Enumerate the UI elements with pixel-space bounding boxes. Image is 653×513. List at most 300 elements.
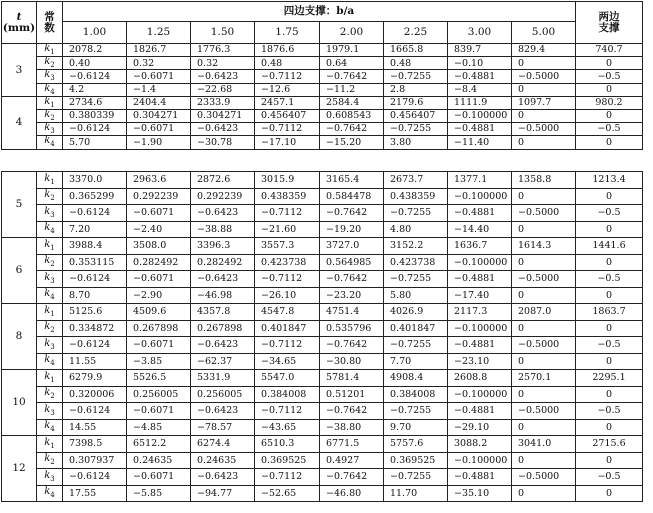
constant-cell [37, 419, 63, 436]
constant-cell [37, 485, 63, 502]
value-cell: 5526.5 [127, 370, 191, 387]
value-cell: 1377.1 [448, 172, 512, 189]
two-edge-value-cell: 0 [576, 109, 643, 122]
table-row [2, 337, 643, 354]
constant-symbol: k [44, 83, 51, 94]
value-cell: −0.6423 [191, 70, 255, 83]
value-cell: 2584.4 [320, 96, 384, 109]
value-cell: 7398.5 [63, 436, 127, 453]
value-cell: −0.5000 [512, 469, 576, 486]
value-cell: 7.20 [63, 221, 127, 238]
constant-subscript: 1 [50, 441, 55, 450]
value-cell: 5331.9 [191, 370, 255, 387]
two-edge-value-cell: 0 [576, 419, 643, 436]
value-cell: −0.7642 [320, 70, 384, 83]
value-cell: 2087.0 [512, 304, 576, 321]
value-cell: 0.423738 [384, 254, 448, 271]
value-cell: −38.80 [320, 419, 384, 436]
value-cell: 6771.5 [320, 436, 384, 453]
constant-cell [37, 287, 63, 304]
table-row [2, 44, 643, 57]
constant-cell [37, 320, 63, 337]
two-edge-value-cell: 0 [576, 353, 643, 370]
value-cell: 0 [512, 485, 576, 502]
value-cell: 2333.9 [191, 96, 255, 109]
ratio-header-cell: 1.50 [191, 22, 255, 44]
value-cell: 839.7 [448, 44, 512, 57]
constant-header-line1: 常 [44, 11, 55, 23]
constant-cell [37, 271, 63, 288]
value-cell: 2404.4 [127, 96, 191, 109]
value-cell: −0.100000 [448, 109, 512, 122]
value-cell: 0 [512, 188, 576, 205]
value-cell: 1111.9 [448, 96, 512, 109]
constant-symbol: k [44, 96, 51, 107]
constant-symbol: k [44, 469, 51, 481]
value-cell: −0.100000 [448, 386, 512, 403]
value-cell: −0.7642 [320, 271, 384, 288]
constant-symbol: k [44, 337, 51, 349]
value-cell: 1636.7 [448, 238, 512, 255]
value-cell: −0.5000 [512, 403, 576, 420]
constant-cell [37, 57, 63, 70]
two-edge-value-cell: 0 [576, 386, 643, 403]
two-edge-value-cell: 0 [576, 188, 643, 205]
constant-subscript: 3 [50, 74, 55, 83]
value-cell: 829.4 [512, 44, 576, 57]
coefficient-table-bottom [1, 171, 643, 502]
value-cell: 11.55 [63, 353, 127, 370]
two-edge-value-cell: −0.5 [576, 403, 643, 420]
two-edge-value-cell: −0.5 [576, 123, 643, 136]
value-cell: 3727.0 [320, 238, 384, 255]
value-cell: −0.6071 [127, 469, 191, 486]
value-cell: −17.10 [255, 136, 320, 149]
constant-cell [37, 353, 63, 370]
constant-subscript: 2 [50, 114, 55, 123]
value-cell: −52.65 [255, 485, 320, 502]
constant-symbol: k [44, 122, 51, 134]
value-cell: 1097.7 [512, 96, 576, 109]
value-cell: 0.32 [127, 57, 191, 70]
constant-symbol: k [44, 43, 51, 55]
constant-subscript: 2 [50, 194, 55, 203]
value-cell: 0.32 [191, 57, 255, 70]
value-cell: 0 [512, 136, 576, 149]
value-cell: 0.438359 [255, 188, 320, 205]
constant-cell [37, 337, 63, 354]
value-cell: 0 [512, 109, 576, 122]
constant-cell [37, 386, 63, 403]
value-cell: −2.90 [127, 287, 191, 304]
constant-cell [37, 254, 63, 271]
value-cell: 4547.8 [255, 304, 320, 321]
value-cell: −0.7112 [255, 205, 320, 222]
constant-symbol: k [44, 436, 51, 448]
value-cell: 0.456407 [384, 109, 448, 122]
table-row [2, 485, 643, 502]
table-row [2, 96, 643, 109]
value-cell: −0.6423 [191, 123, 255, 136]
table-row [2, 188, 643, 205]
value-cell: 2608.8 [448, 370, 512, 387]
value-cell: −0.5000 [512, 205, 576, 222]
value-cell: −11.40 [448, 136, 512, 149]
value-cell: 1979.1 [320, 44, 384, 57]
constant-symbol: k [44, 135, 51, 147]
value-cell: −26.10 [255, 287, 320, 304]
value-cell: −0.7255 [384, 123, 448, 136]
value-cell: 2734.6 [63, 96, 127, 109]
value-cell: 0 [512, 221, 576, 238]
constant-symbol: k [44, 205, 51, 217]
value-cell: 0.401847 [384, 320, 448, 337]
constant-symbol: k [44, 354, 51, 366]
constant-subscript: 4 [50, 140, 55, 149]
value-cell: −29.10 [448, 419, 512, 436]
value-cell: −0.6071 [127, 123, 191, 136]
value-cell: 0.423738 [255, 254, 320, 271]
value-cell: 0.282492 [127, 254, 191, 271]
value-cell: −38.88 [191, 221, 255, 238]
value-cell: −30.78 [191, 136, 255, 149]
value-cell: 14.55 [63, 419, 127, 436]
constant-header-line2: 数 [44, 21, 55, 34]
value-cell: 2872.6 [191, 172, 255, 189]
ratio-header-row [2, 22, 643, 44]
value-cell: −1.90 [127, 136, 191, 149]
value-cell: −0.5000 [512, 70, 576, 83]
value-cell: 2963.6 [127, 172, 191, 189]
constant-symbol: k [44, 271, 51, 283]
value-cell: 4.80 [384, 221, 448, 238]
constant-subscript: 4 [50, 87, 55, 96]
value-cell: 0.267898 [191, 320, 255, 337]
constant-cell [37, 221, 63, 238]
table-row [2, 83, 643, 96]
value-cell: −0.6423 [191, 205, 255, 222]
value-cell: 0.380339 [63, 109, 127, 122]
constant-subscript: 4 [50, 293, 55, 302]
value-cell: −23.10 [448, 353, 512, 370]
value-cell: −0.7642 [320, 337, 384, 354]
constant-symbol: k [44, 69, 51, 81]
value-cell: −43.65 [255, 419, 320, 436]
constant-cell [37, 370, 63, 387]
constant-symbol: k [44, 321, 51, 333]
constant-header [37, 2, 63, 44]
constant-subscript: 1 [50, 243, 55, 252]
constant-symbol: k [44, 387, 51, 399]
constant-subscript: 1 [50, 177, 55, 186]
value-cell: 3041.0 [512, 436, 576, 453]
value-cell: −0.7255 [384, 205, 448, 222]
constant-cell [37, 70, 63, 83]
two-edge-value-cell: 0 [576, 485, 643, 502]
table-row [2, 136, 643, 149]
value-cell: −78.57 [191, 419, 255, 436]
constant-symbol: k [44, 420, 51, 432]
value-cell: −0.100000 [448, 188, 512, 205]
value-cell: −0.4881 [448, 205, 512, 222]
constant-cell [37, 172, 63, 189]
value-cell: −34.65 [255, 353, 320, 370]
value-cell: −0.6124 [63, 123, 127, 136]
ratio-header-cell: 2.00 [320, 22, 384, 44]
ratio-header-cell: 5.00 [512, 22, 576, 44]
value-cell: 0.304271 [127, 109, 191, 122]
two-edge-value-cell: 1213.4 [576, 172, 643, 189]
constant-cell [37, 452, 63, 469]
two-edge-value-cell: 0 [576, 452, 643, 469]
value-cell: 0.256005 [127, 386, 191, 403]
constant-subscript: 1 [50, 309, 55, 318]
value-cell: 4026.9 [384, 304, 448, 321]
value-cell: −0.7255 [384, 469, 448, 486]
constant-cell [37, 136, 63, 149]
two-edge-value-cell: 0 [576, 83, 643, 96]
value-cell: 2457.1 [255, 96, 320, 109]
value-cell: −0.7642 [320, 205, 384, 222]
value-cell: −0.100000 [448, 320, 512, 337]
two-edge-value-cell: 0 [576, 136, 643, 149]
constant-cell [37, 436, 63, 453]
constant-subscript: 3 [50, 474, 55, 483]
value-cell: −0.10 [448, 57, 512, 70]
thickness-unit: (mm) [2, 21, 36, 34]
value-cell: 3.80 [384, 136, 448, 149]
constant-cell [37, 96, 63, 109]
value-cell: 0.24635 [191, 452, 255, 469]
constant-subscript: 2 [50, 326, 55, 335]
value-cell: −0.100000 [448, 452, 512, 469]
table-row [2, 123, 643, 136]
table-row [2, 254, 643, 271]
value-cell: 4751.4 [320, 304, 384, 321]
value-cell: 11.70 [384, 485, 448, 502]
value-cell: −0.7642 [320, 469, 384, 486]
table-row [2, 370, 643, 387]
two-edge-value-cell: −0.5 [576, 271, 643, 288]
value-cell: −0.6071 [127, 337, 191, 354]
value-cell: −17.40 [448, 287, 512, 304]
value-cell: 0 [512, 353, 576, 370]
value-cell: −0.4881 [448, 123, 512, 136]
value-cell: 4.2 [63, 83, 127, 96]
value-cell: 4908.4 [384, 370, 448, 387]
value-cell: −46.98 [191, 287, 255, 304]
value-cell: 0.608543 [320, 109, 384, 122]
value-cell: 6510.3 [255, 436, 320, 453]
value-cell: −0.6423 [191, 403, 255, 420]
value-cell: 5.80 [384, 287, 448, 304]
value-cell: 1614.3 [512, 238, 576, 255]
value-cell: 0.384008 [384, 386, 448, 403]
constant-subscript: 3 [50, 210, 55, 219]
constant-symbol: k [44, 453, 51, 465]
value-cell: 0.564985 [320, 254, 384, 271]
value-cell: 1665.8 [384, 44, 448, 57]
two-edge-value-cell: 1441.6 [576, 238, 643, 255]
value-cell: −0.7112 [255, 403, 320, 420]
value-cell: 2117.3 [448, 304, 512, 321]
constant-symbol: k [44, 238, 51, 250]
table-row [2, 452, 643, 469]
constant-subscript: 4 [50, 227, 55, 236]
value-cell: −21.60 [255, 221, 320, 238]
constant-cell [37, 44, 63, 57]
value-cell: −1.4 [127, 83, 191, 96]
value-cell: 0.48 [384, 57, 448, 70]
value-cell: 0 [512, 452, 576, 469]
value-cell: −0.7112 [255, 337, 320, 354]
value-cell: −0.5000 [512, 271, 576, 288]
value-cell: 0.584478 [320, 188, 384, 205]
two-edge-value-cell: 2715.6 [576, 436, 643, 453]
constant-cell [37, 469, 63, 486]
two-edge-value-cell: 0 [576, 221, 643, 238]
value-cell: −0.7255 [384, 70, 448, 83]
value-cell: 0.4927 [320, 452, 384, 469]
ratio-header-cell: 1.25 [127, 22, 191, 44]
value-cell: 5547.0 [255, 370, 320, 387]
constant-symbol: k [44, 109, 51, 121]
value-cell: 1358.8 [512, 172, 576, 189]
constant-subscript: 3 [50, 408, 55, 417]
coefficient-table-top [1, 1, 643, 150]
value-cell: −0.6124 [63, 205, 127, 222]
value-cell: 2.8 [384, 83, 448, 96]
table-row [2, 386, 643, 403]
value-cell: −0.4881 [448, 469, 512, 486]
constant-symbol: k [44, 189, 51, 201]
value-cell: 0.365299 [63, 188, 127, 205]
thickness-cell: 10 [2, 370, 37, 436]
thickness-cell: 12 [2, 436, 37, 502]
value-cell: 5.70 [63, 136, 127, 149]
constant-subscript: 2 [50, 458, 55, 467]
value-cell: −12.6 [255, 83, 320, 96]
value-cell: 3370.0 [63, 172, 127, 189]
value-cell: −0.6071 [127, 271, 191, 288]
value-cell: 3396.3 [191, 238, 255, 255]
two-edge-support-header [576, 2, 643, 44]
value-cell: −0.7255 [384, 271, 448, 288]
constant-symbol: k [44, 370, 51, 382]
constant-cell [37, 205, 63, 222]
value-cell: −23.20 [320, 287, 384, 304]
constant-subscript: 2 [50, 260, 55, 269]
value-cell: 6274.4 [191, 436, 255, 453]
value-cell: 0.384008 [255, 386, 320, 403]
two-edge-value-cell: 1863.7 [576, 304, 643, 321]
value-cell: −14.40 [448, 221, 512, 238]
value-cell: −0.6124 [63, 271, 127, 288]
value-cell: −0.6071 [127, 403, 191, 420]
value-cell: 0.64 [320, 57, 384, 70]
constant-symbol: k [44, 255, 51, 267]
value-cell: −4.85 [127, 419, 191, 436]
two-edge-header-line2: 支撑 [598, 21, 620, 34]
constant-subscript: 4 [50, 425, 55, 434]
value-cell: 3015.9 [255, 172, 320, 189]
value-cell: 0.353115 [63, 254, 127, 271]
four-edge-support-header: 四边支撑：b/a [63, 2, 576, 22]
value-cell: −22.68 [191, 83, 255, 96]
value-cell: 0 [512, 254, 576, 271]
constant-symbol: k [44, 486, 51, 498]
value-cell: 3508.0 [127, 238, 191, 255]
thickness-cell: 6 [2, 238, 37, 304]
value-cell: −0.6071 [127, 205, 191, 222]
constant-cell [37, 109, 63, 122]
table-row [2, 419, 643, 436]
thickness-symbol: t [16, 11, 22, 23]
value-cell: −0.6071 [127, 70, 191, 83]
table-row [2, 469, 643, 486]
value-cell: −0.6124 [63, 469, 127, 486]
table-row [2, 403, 643, 420]
ratio-header-cell: 1.00 [63, 22, 127, 44]
constant-cell [37, 304, 63, 321]
thickness-cell: 4 [2, 96, 37, 149]
value-cell: 0.307937 [63, 452, 127, 469]
two-edge-value-cell: 2295.1 [576, 370, 643, 387]
value-cell: −0.7255 [384, 337, 448, 354]
two-edge-value-cell: 0 [576, 320, 643, 337]
value-cell: 0.438359 [384, 188, 448, 205]
value-cell: −0.7642 [320, 403, 384, 420]
two-edge-value-cell: 980.2 [576, 96, 643, 109]
value-cell: −0.6124 [63, 70, 127, 83]
table-row [2, 304, 643, 321]
constant-cell [37, 188, 63, 205]
two-edge-value-cell: −0.5 [576, 469, 643, 486]
value-cell: 0 [512, 419, 576, 436]
constant-subscript: 1 [50, 100, 55, 109]
two-edge-value-cell: 0 [576, 254, 643, 271]
value-cell: 3088.2 [448, 436, 512, 453]
thickness-cell: 8 [2, 304, 37, 370]
table-row [2, 271, 643, 288]
value-cell: 0.401847 [255, 320, 320, 337]
table-row [2, 109, 643, 122]
ratio-header-cell: 2.25 [384, 22, 448, 44]
constant-symbol: k [44, 304, 51, 316]
value-cell: −35.10 [448, 485, 512, 502]
value-cell: 5125.6 [63, 304, 127, 321]
two-edge-value-cell: 0 [576, 57, 643, 70]
value-cell: −0.6423 [191, 337, 255, 354]
value-cell: 6279.9 [63, 370, 127, 387]
value-cell: −0.7112 [255, 123, 320, 136]
value-cell: −0.7255 [384, 403, 448, 420]
two-edge-value-cell: −0.5 [576, 205, 643, 222]
value-cell: 17.55 [63, 485, 127, 502]
value-cell: 0.256005 [191, 386, 255, 403]
table-row [2, 172, 643, 189]
constant-symbol: k [44, 288, 51, 300]
table-row [2, 436, 643, 453]
table-row [2, 205, 643, 222]
value-cell: 0.320006 [63, 386, 127, 403]
value-cell: 0 [512, 83, 576, 96]
value-cell: 7.70 [384, 353, 448, 370]
two-edge-value-cell: −0.5 [576, 70, 643, 83]
value-cell: 0.48 [255, 57, 320, 70]
value-cell: 0.51201 [320, 386, 384, 403]
value-cell: 5757.6 [384, 436, 448, 453]
